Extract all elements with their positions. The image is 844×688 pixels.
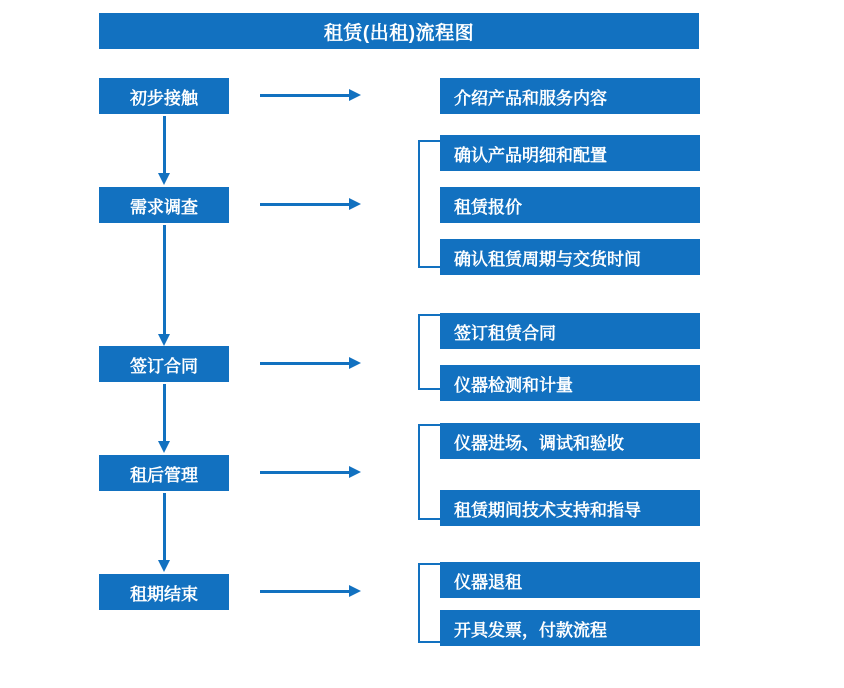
detail-node-5-1[interactable]: 仪器退租	[440, 562, 700, 598]
bracket-stage-5	[418, 563, 440, 643]
connector-stage-4-5	[163, 493, 166, 561]
connector-stage-2-3	[163, 225, 166, 335]
diagram-title: 租赁(出租)流程图	[99, 13, 699, 49]
detail-node-3-2[interactable]: 仪器检测和计量	[440, 365, 700, 401]
stage-node-1[interactable]: 初步接触	[99, 78, 229, 114]
detail-node-4-2[interactable]: 租赁期间技术支持和指导	[440, 490, 700, 526]
bracket-stage-3	[418, 314, 440, 390]
bracket-stage-2	[418, 140, 440, 268]
stage-node-2[interactable]: 需求调查	[99, 187, 229, 223]
detail-node-2-3[interactable]: 确认租赁周期与交货时间	[440, 239, 700, 275]
stage-node-5[interactable]: 租期结束	[99, 574, 229, 610]
detail-node-1-1[interactable]: 介绍产品和服务内容	[440, 78, 700, 114]
detail-node-5-2[interactable]: 开具发票，付款流程	[440, 610, 700, 646]
arrow-stage-4-to-details	[260, 471, 350, 474]
detail-node-2-2[interactable]: 租赁报价	[440, 187, 700, 223]
arrow-stage-1-to-details	[260, 94, 350, 97]
connector-stage-1-2	[163, 116, 166, 174]
stage-node-3[interactable]: 签订合同	[99, 346, 229, 382]
arrow-stage-5-to-details	[260, 590, 350, 593]
stage-node-4[interactable]: 租后管理	[99, 455, 229, 491]
bracket-stage-4	[418, 424, 440, 520]
connector-stage-3-4	[163, 384, 166, 442]
arrow-stage-2-to-details	[260, 203, 350, 206]
detail-node-3-1[interactable]: 签订租赁合同	[440, 313, 700, 349]
arrow-stage-3-to-details	[260, 362, 350, 365]
detail-node-4-1[interactable]: 仪器进场、调试和验收	[440, 423, 700, 459]
detail-node-2-1[interactable]: 确认产品明细和配置	[440, 135, 700, 171]
